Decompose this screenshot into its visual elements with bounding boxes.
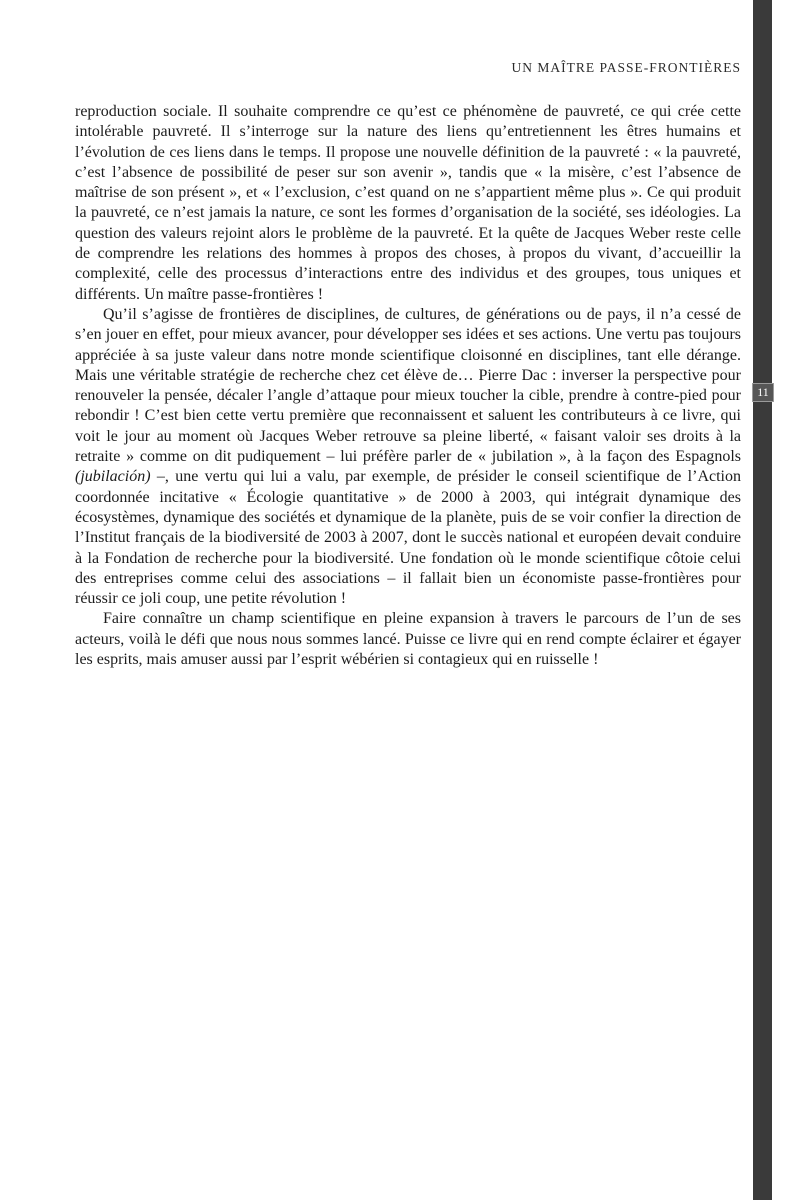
text-run: reproduction sociale. Il souhaite comprendre ce qu’est ce phénomène de pauvreté, ce qui crée cette intolérable pauvreté. Il s’interroge sur la nature des liens qu’entretiennent les êtres humains et l’évolution de ces liens dans le temps. Il propose une nouvelle définition de la pauvreté : « la pauvreté, c’est l’absence de possibilité de peser sur son avenir », tandis que « la misère, c’est l’absence de maîtrise de son présent », et « l’exclusion, c’est quand on ne s’appartient même plus ». Ce qui produit la pauvreté, ce n’est jamais la nature, ce sont les formes d’organisation de la société, ses idéologies. La question des valeurs rejoint alors le problème de la pauvreté. Et la quête de Jacques Weber reste celle de comprendre les relations des hommes à propos des choses, à propos du vivant, d’accueillir la complexité, celle des processus d’interactions entre des individus et des groupes, tous uniques et différents. Un maître passe-frontières ! (75, 103, 741, 303)
body-text (75, 102, 741, 670)
paragraph (75, 305, 741, 609)
paragraph (75, 609, 741, 670)
text-run: Faire connaître un champ scientifique en pleine expansion à travers le parcours de l’un de ses acteurs, voilà le défi que nous nous sommes lancé. Puisse ce livre qui en rend compte éclairer et égayer les esprits, mais amuser aussi par l’esprit wébérien si contagieux qui en ruisselle ! (75, 610, 741, 669)
text-run: –, une vertu qui lui a valu, par exemple, de présider le conseil scientifique de l’Action coordonnée incitative « Écologie quantitative » de 2000 à 2003, qui intégrait dynamique des écosystèmes, dynamique des sociétés et dynamique de la planète, puis de se voir confier la direction de l’Institut français de la biodiversité de 2003 à 2007, dont le succès national et européen devait conduire à la Fondation de recherche pour la biodiversité. Une fondation où le monde scientifique côtoie celui des entreprises comme celui des associations – il fallait bien un économiste passe-frontières pour réussir ce joli coup, une petite révolution ! (75, 468, 741, 608)
page-number-badge (752, 383, 774, 402)
page-edge-bar (753, 0, 772, 1200)
page-number: 11 (757, 385, 769, 399)
paragraph (75, 102, 741, 305)
running-header: UN MAÎTRE PASSE-FRONTIÈRES (511, 60, 741, 75)
text-run-italic: (jubilación) (75, 468, 151, 486)
text-run: Qu’il s’agisse de frontières de disciplines, de cultures, de générations ou de pays, il n’a cessé de s’en jouer en effet, pour mieux avancer, pour développer ses idées et ses actions. Une vertu pas toujours appréciée à sa juste valeur dans notre monde scientifique cloisonné en disciplines, tant elle dérange. Mais une véritable stratégie de recherche chez cet élève de… Pierre Dac : inverser la perspective pour renouveler la pensée, décaler l’angle d’attaque pour mieux toucher la cible, prendre à contre-pied pour rebondir ! C’est bien cette vertu première que reconnaissent et saluent les contributeurs à ce livre, qui voit le jour au moment où Jacques Weber retrouve sa pleine liberté, « faisant valoir ses droits à la retraite » comme on dit pudiquement – lui préfère parler de « jubilation », à la façon des Espagnols (75, 305, 741, 466)
